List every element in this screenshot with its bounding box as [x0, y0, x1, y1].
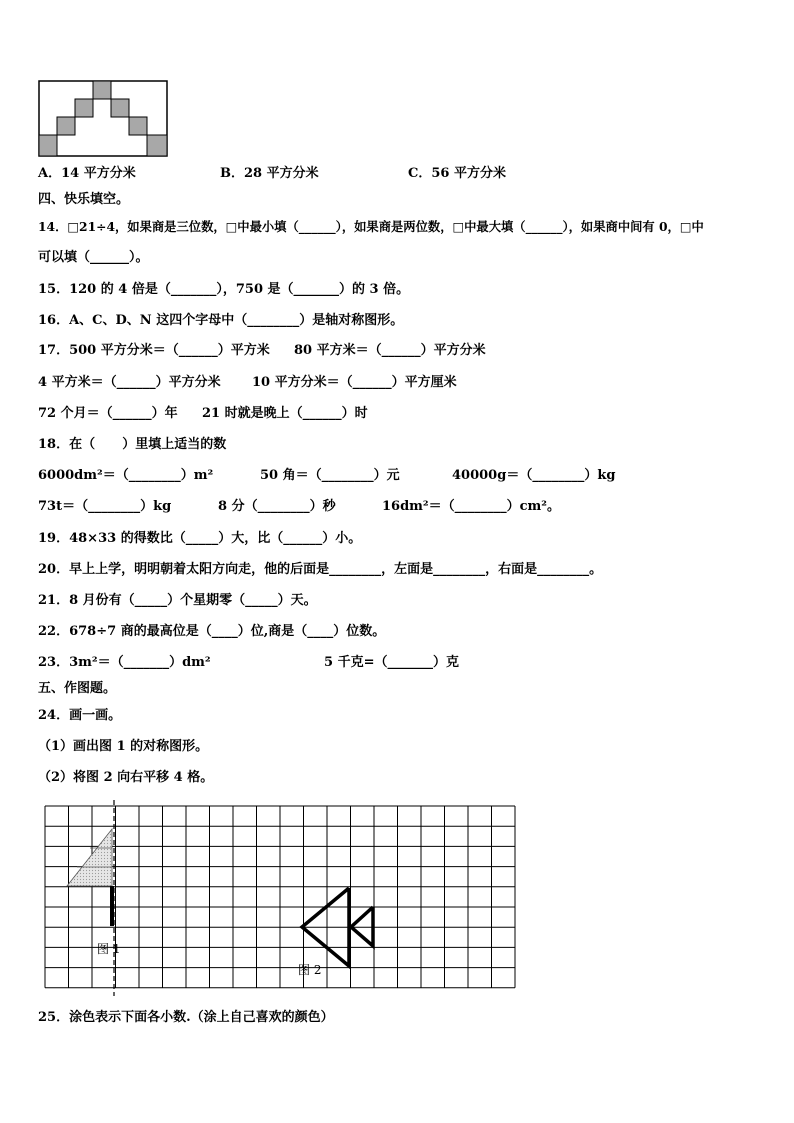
q17-d: 10 平方分米＝（______）平方厘米 [252, 375, 457, 390]
q14-line2: 可以填（______）。 [38, 250, 149, 265]
q17-e: 72 个月＝（______）年 [38, 406, 178, 421]
q22: 22．678÷7 商的最高位是（____）位,商是（____）位数。 [38, 624, 386, 639]
q14-line1: 14．□21÷4，如果商是三位数，□中最小填（______），如果商是两位数，□中最大填（______），如果商中间有 0，□中 [38, 219, 704, 234]
q24-part2: （2）将图 2 向右平移 4 格。 [38, 770, 214, 785]
q15: 15．120 的 4 倍是（_______），750 是（_______）的 3 倍。 [38, 282, 410, 297]
q24-title: 24．画一画。 [38, 708, 122, 723]
q18-b: 50 角＝（________）元 [260, 468, 400, 483]
q20: 20．早上上学，明明朝着太阳方向走，他的后面是________，左面是________，右面是________。 [38, 562, 603, 577]
q25: 25．涂色表示下面各小数.（涂上自己喜欢的颜色） [38, 1010, 334, 1025]
q18-d: 73t＝（________）kg [38, 499, 172, 514]
q24-part1: （1）画出图 1 的对称图形。 [38, 739, 209, 754]
q19: 19．48×33 的得数比（_____）大，比（______）小。 [38, 531, 362, 546]
q17-f: 21 时就是晚上（______）时 [202, 406, 368, 421]
drawing-grid [40, 800, 520, 1000]
figure-1-triangle [67, 829, 112, 886]
q16: 16．A、C、D、N 这四个字母中（________）是轴对称图形。 [38, 313, 404, 328]
q17-b: 80 平方米＝（______）平方分米 [294, 343, 486, 358]
figure-1-label: 图 1 [97, 942, 121, 956]
q23-b: 5 千克=（_______）克 [324, 655, 459, 670]
q21: 21．8 月份有（_____）个星期零（_____）天。 [38, 593, 317, 608]
q17-c: 4 平方米＝（______）平方分米 [38, 375, 221, 390]
q23-a: 23．3m²＝（_______）dm² [38, 655, 211, 670]
option-a[interactable]: A．14 平方分米 [38, 166, 136, 181]
q18-e: 8 分（________）秒 [218, 499, 336, 514]
option-c[interactable]: C．56 平方分米 [408, 166, 506, 181]
q17-a: 17．500 平方分米＝（______）平方米 [38, 343, 270, 358]
figure-2-inner [351, 907, 373, 946]
q18-c: 40000g＝（________）kg [452, 468, 616, 483]
grid-lines [45, 806, 515, 988]
q18-title: 18．在（ ）里填上适当的数 [38, 437, 227, 452]
staircase-figure [38, 80, 170, 158]
option-b[interactable]: B．28 平方分米 [220, 166, 319, 181]
figure-2-label: 图 2 [298, 963, 322, 977]
q18-f: 16dm²＝（________）cm²。 [382, 499, 560, 514]
section-5-heading: 五、作图题。 [38, 681, 117, 696]
section-4-heading: 四、快乐填空。 [38, 192, 130, 207]
q18-a: 6000dm²＝（________）m² [38, 468, 214, 483]
